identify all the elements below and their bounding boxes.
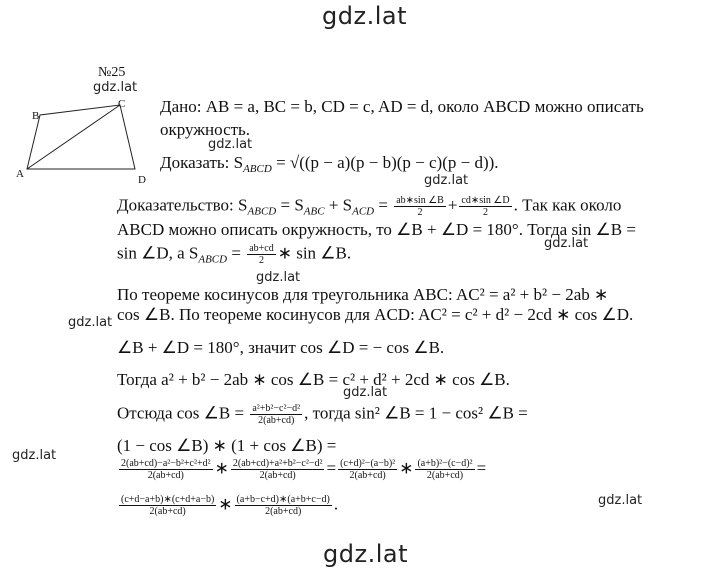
fraction-l11-2: $\frac{(a+b-c+d)∗(a+b+c-d)}{2(ab+cd)}$: [236, 494, 330, 517]
vertex-label-c: C: [118, 98, 126, 110]
fraction-half-sum: $\frac{ab+cd}{2}$: [249, 243, 274, 266]
plus-sign: +: [447, 195, 458, 215]
multiply-sign-3: ∗: [218, 494, 233, 514]
multiply-sign-2: ∗: [399, 458, 414, 478]
multiply-sign-1: ∗: [214, 458, 229, 478]
proof-line-8: [117, 403, 528, 426]
proof-l1-sub1: ABCD: [247, 205, 277, 218]
watermark-proof-1: gdz.lat: [424, 173, 469, 188]
proof-l1-d: =: [374, 195, 388, 215]
watermark-diagram: gdz.lat: [93, 80, 138, 95]
fraction-l11-1: $\frac{(c+d-a+b)∗(c+d+a-b)}{2(ab+cd)}$: [121, 494, 215, 517]
proof-line-5: cos ∠B. По теореме косинусов для ACD: AC² = c² + d² − 2cd ∗ cos ∠D.: [117, 305, 634, 324]
fraction-l10-1: $\frac{\text{2(ab+cd)−a²−b²+c²+d²}}{2(ab+cd)}$: [121, 458, 211, 481]
proof-line-6: ∠B + ∠D = 180°, значит cos ∠D = − cos ∠B.: [117, 338, 445, 357]
vertex-label-d: D: [138, 174, 146, 186]
proof-l1-c: + S: [324, 195, 353, 215]
fraction-acd-area: $\frac{cd∗\sin \angle D}{2}$: [461, 195, 510, 218]
proof-l1-e: . Так как около: [513, 195, 622, 215]
watermark-proof-3: gdz.lat: [256, 270, 301, 285]
fraction-cos-b: $\frac{\text{a²+b²−c²−d²}}{2(ab+cd)}$: [252, 403, 301, 426]
watermark-left-2: gdz.lat: [12, 448, 57, 463]
watermark-bottom: gdz.lat: [323, 540, 408, 568]
proof-line-9: (1 − cos ∠B) ∗ (1 + cos ∠B) =: [117, 436, 337, 455]
proof-l3-c: ∗ sin ∠B.: [277, 243, 352, 263]
watermark-left-1: gdz.lat: [68, 315, 113, 330]
given-line-2: окружность.: [160, 120, 251, 139]
prove-subscript: ABCD: [243, 163, 272, 175]
problem-number: №25: [98, 65, 126, 80]
prove-prefix: Доказать: S: [160, 153, 244, 172]
proof-l8-a: Отсюда cos ∠B =: [117, 403, 245, 423]
watermark-proof-4: gdz.lat: [343, 385, 388, 400]
proof-l1-a: Доказательство: S: [117, 195, 248, 215]
vertex-label-b: B: [32, 110, 40, 122]
given-line-1: Дано: AB = a, BC = b, CD = c, AD = d, около ABCD можно описать: [160, 97, 644, 116]
proof-line-4: По теореме косинусов для треугольника ABC: AC² = a² + b² − 2ab ∗: [117, 285, 609, 304]
fraction-abc-area: $\frac{ab∗\sin \angle B}{2}$: [396, 195, 444, 218]
proof-line-2: ABCD можно описать окружность, то ∠B + ∠D = 180°. Тогда sin ∠B =: [117, 220, 636, 239]
proof-l8-b: , тогда sin² ∠B = 1 − cos² ∠B =: [304, 403, 528, 423]
final-period: .: [333, 494, 339, 514]
fraction-l10-3: $\frac{\text{(c+d)²−(a−b)²}}{2(ab+cd)}$: [340, 458, 396, 481]
proof-l1-sub2: ABC: [303, 205, 325, 218]
watermark-given: gdz.lat: [208, 137, 253, 152]
fraction-l10-2: $\frac{\text{2(ab+cd)+a²+b²−c²−d²}}{2(ab+cd)}$: [232, 458, 323, 481]
watermark-proof-2: gdz.lat: [544, 236, 589, 251]
watermark-proof-5: gdz.lat: [598, 493, 643, 508]
quadrilateral-outline: [27, 105, 135, 169]
proof-line-3: [117, 243, 351, 269]
equals-sign-2: =: [476, 458, 487, 478]
proof-l3-a: sin ∠D, а S: [117, 243, 199, 263]
vertex-label-a: A: [16, 168, 24, 180]
watermark-top: gdz.lat: [322, 2, 407, 30]
proof-line-10: [117, 458, 486, 481]
equals-sign-1: =: [326, 458, 337, 478]
proof-l1-sub3: ACD: [352, 205, 375, 218]
proof-line-1: [117, 195, 621, 221]
prove-line: [160, 153, 499, 179]
fraction-l10-4: $\frac{\text{(a+b)²−(c−d)²}}{2(ab+cd)}$: [417, 458, 473, 481]
proof-line-11: [117, 494, 338, 517]
prove-formula: = √((p − a)(p − b)(p − c)(p − d)).: [271, 153, 499, 172]
proof-l3-b: =: [227, 243, 241, 263]
proof-line-7: Тогда a² + b² − 2ab ∗ cos ∠B = c² + d² + 2cd ∗ cos ∠B.: [117, 370, 510, 389]
proof-l3-sub: ABCD: [198, 253, 228, 266]
proof-l1-b: = S: [276, 195, 304, 215]
